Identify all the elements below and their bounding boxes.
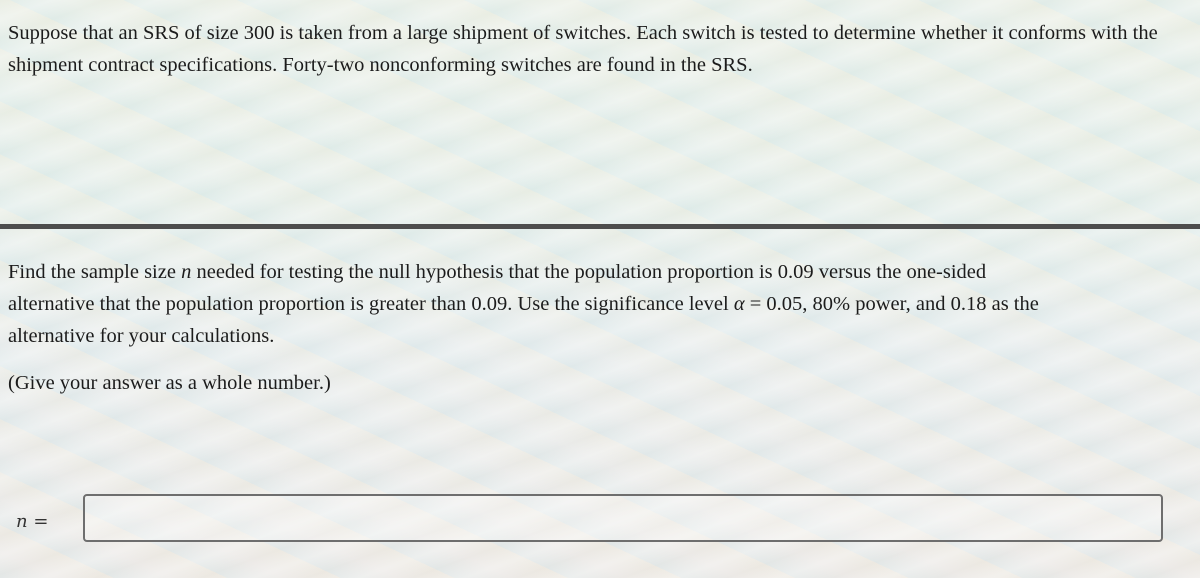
answer-label: n = xyxy=(16,511,49,532)
problem-intro-text: Suppose that an SRS of size 300 is taken from a large shipment of switches. Each switch is tested to determine whether it conforms with the shipment contract specifications. Forty-two nonconforming switches are found in the SRS. xyxy=(8,22,1158,76)
answer-input[interactable] xyxy=(83,494,1163,542)
question-line-1-end: needed for testing the null hypothesis that the population proportion is 0.09 versus the one-sided xyxy=(191,261,987,283)
question-text xyxy=(8,256,1178,352)
section-divider xyxy=(0,224,1200,229)
question-line-3: alternative for your calculations. xyxy=(8,325,275,347)
question-line-1-start: Find the sample size xyxy=(8,261,182,283)
alpha-symbol: α xyxy=(733,293,745,315)
question-line-2-start: alternative that the population proportion is greater than 0.09. Use the significance level xyxy=(8,293,734,315)
question-line-2-end: = 0.05, 80% power, and 0.18 as the xyxy=(744,293,1039,315)
question-line-1 xyxy=(8,256,1178,288)
variable-n: n xyxy=(181,261,192,283)
question-line-2 xyxy=(8,288,1178,320)
answer-instruction: (Give your answer as a whole number.) xyxy=(8,372,331,394)
